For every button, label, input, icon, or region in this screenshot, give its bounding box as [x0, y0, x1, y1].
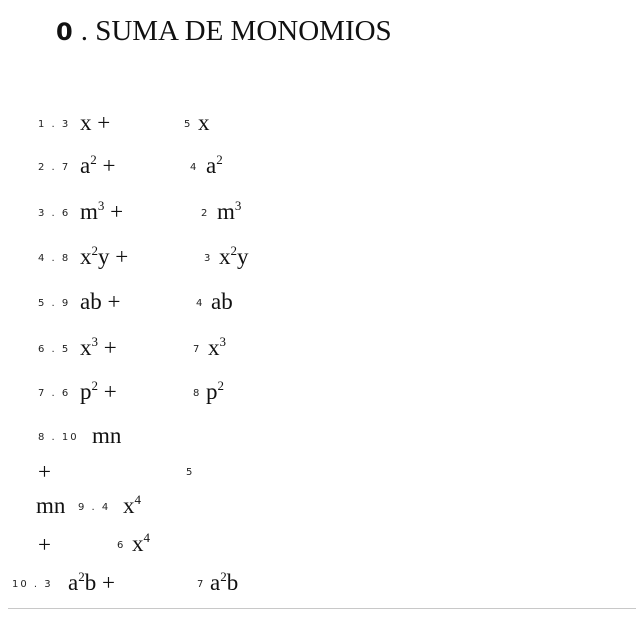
exercise-9-term-a: $x^4$: [123, 492, 141, 518]
exercise-6-term-a: $x^3$ +: [80, 334, 117, 360]
exercise-8-term-a: mn: [92, 423, 122, 448]
exercise-6-coef-b: 7: [193, 344, 202, 355]
exercise-7-term-b: $p^2$: [206, 378, 224, 404]
exercise-10-plus: +: [101, 570, 115, 595]
exercise-6-label: 6 . 5: [38, 344, 71, 355]
exercise-3-term-b: $m^3$: [217, 198, 242, 224]
exercise-10-term-a: $a^2b$ +: [68, 569, 115, 595]
exercise-3-term-a: $m^3$ +: [80, 198, 124, 224]
exercise-9-coef-b: 6: [117, 540, 126, 551]
exercise-7-label: 7 . 6: [38, 388, 71, 399]
title-text: . SUMA DE MONOMIOS: [80, 15, 392, 47]
exercise-7-plus: +: [103, 379, 117, 404]
exercise-8-label: 8 . 10: [38, 432, 79, 443]
exercise-10-label: 10 . 3: [12, 579, 53, 590]
exercise-5-term-a: ab +: [80, 289, 121, 314]
exercise-6-term-b: $x^3$: [208, 334, 226, 360]
title-number: 0: [56, 18, 73, 46]
exercise-7-coef-b: 8: [193, 388, 202, 399]
exercise-1-coef-b: 5: [184, 119, 193, 130]
exercise-2-term-b: $a^2$: [206, 152, 223, 178]
exercise-10-coef-b: 7: [197, 579, 206, 590]
exercise-1-label: 1 . 3: [38, 119, 71, 130]
exercise-3-plus: +: [110, 199, 124, 224]
exercise-8-coef-b: 5: [186, 467, 195, 478]
page-title: [56, 12, 392, 51]
exercise-5-term-b: ab: [211, 289, 233, 314]
exercise-9-plus: +: [38, 532, 51, 557]
exercise-1-plus: +: [97, 110, 111, 135]
exercise-4-term-a: $x^2y$ +: [80, 243, 129, 269]
exercise-5-label: 5 . 9: [38, 298, 71, 309]
exercise-4-label: 4 . 8: [38, 253, 71, 264]
exercise-8-plus: +: [38, 459, 51, 484]
exercise-2-label: 2 . 7: [38, 162, 71, 173]
exercise-5-plus: +: [107, 289, 121, 314]
exercise-2-coef-b: 4: [190, 162, 199, 173]
exercise-4-coef-b: 3: [204, 253, 213, 264]
exercise-6-plus: +: [103, 335, 117, 360]
exercise-5-coef-b: 4: [196, 298, 205, 309]
exercise-9-term-b: $x^4$: [132, 530, 150, 556]
exercise-4-term-b: $x^2y$: [219, 243, 249, 269]
exercise-9-label: 9 . 4: [78, 502, 111, 513]
exercise-2-plus: +: [102, 153, 116, 178]
exercise-3-label: 3 . 6: [38, 208, 71, 219]
exercise-1-term-a: x +: [80, 110, 111, 135]
exercise-4-plus: +: [115, 244, 129, 269]
exercise-7-term-a: $p^2$ +: [80, 378, 117, 404]
exercise-8-term-b: mn: [36, 493, 66, 518]
exercise-1-term-b: x: [198, 110, 210, 135]
exercise-3-coef-b: 2: [201, 208, 210, 219]
exercise-10-term-b: $a^2b$: [210, 569, 239, 595]
exercise-2-term-a: $a^2$ +: [80, 152, 116, 178]
bottom-divider: [8, 608, 636, 609]
